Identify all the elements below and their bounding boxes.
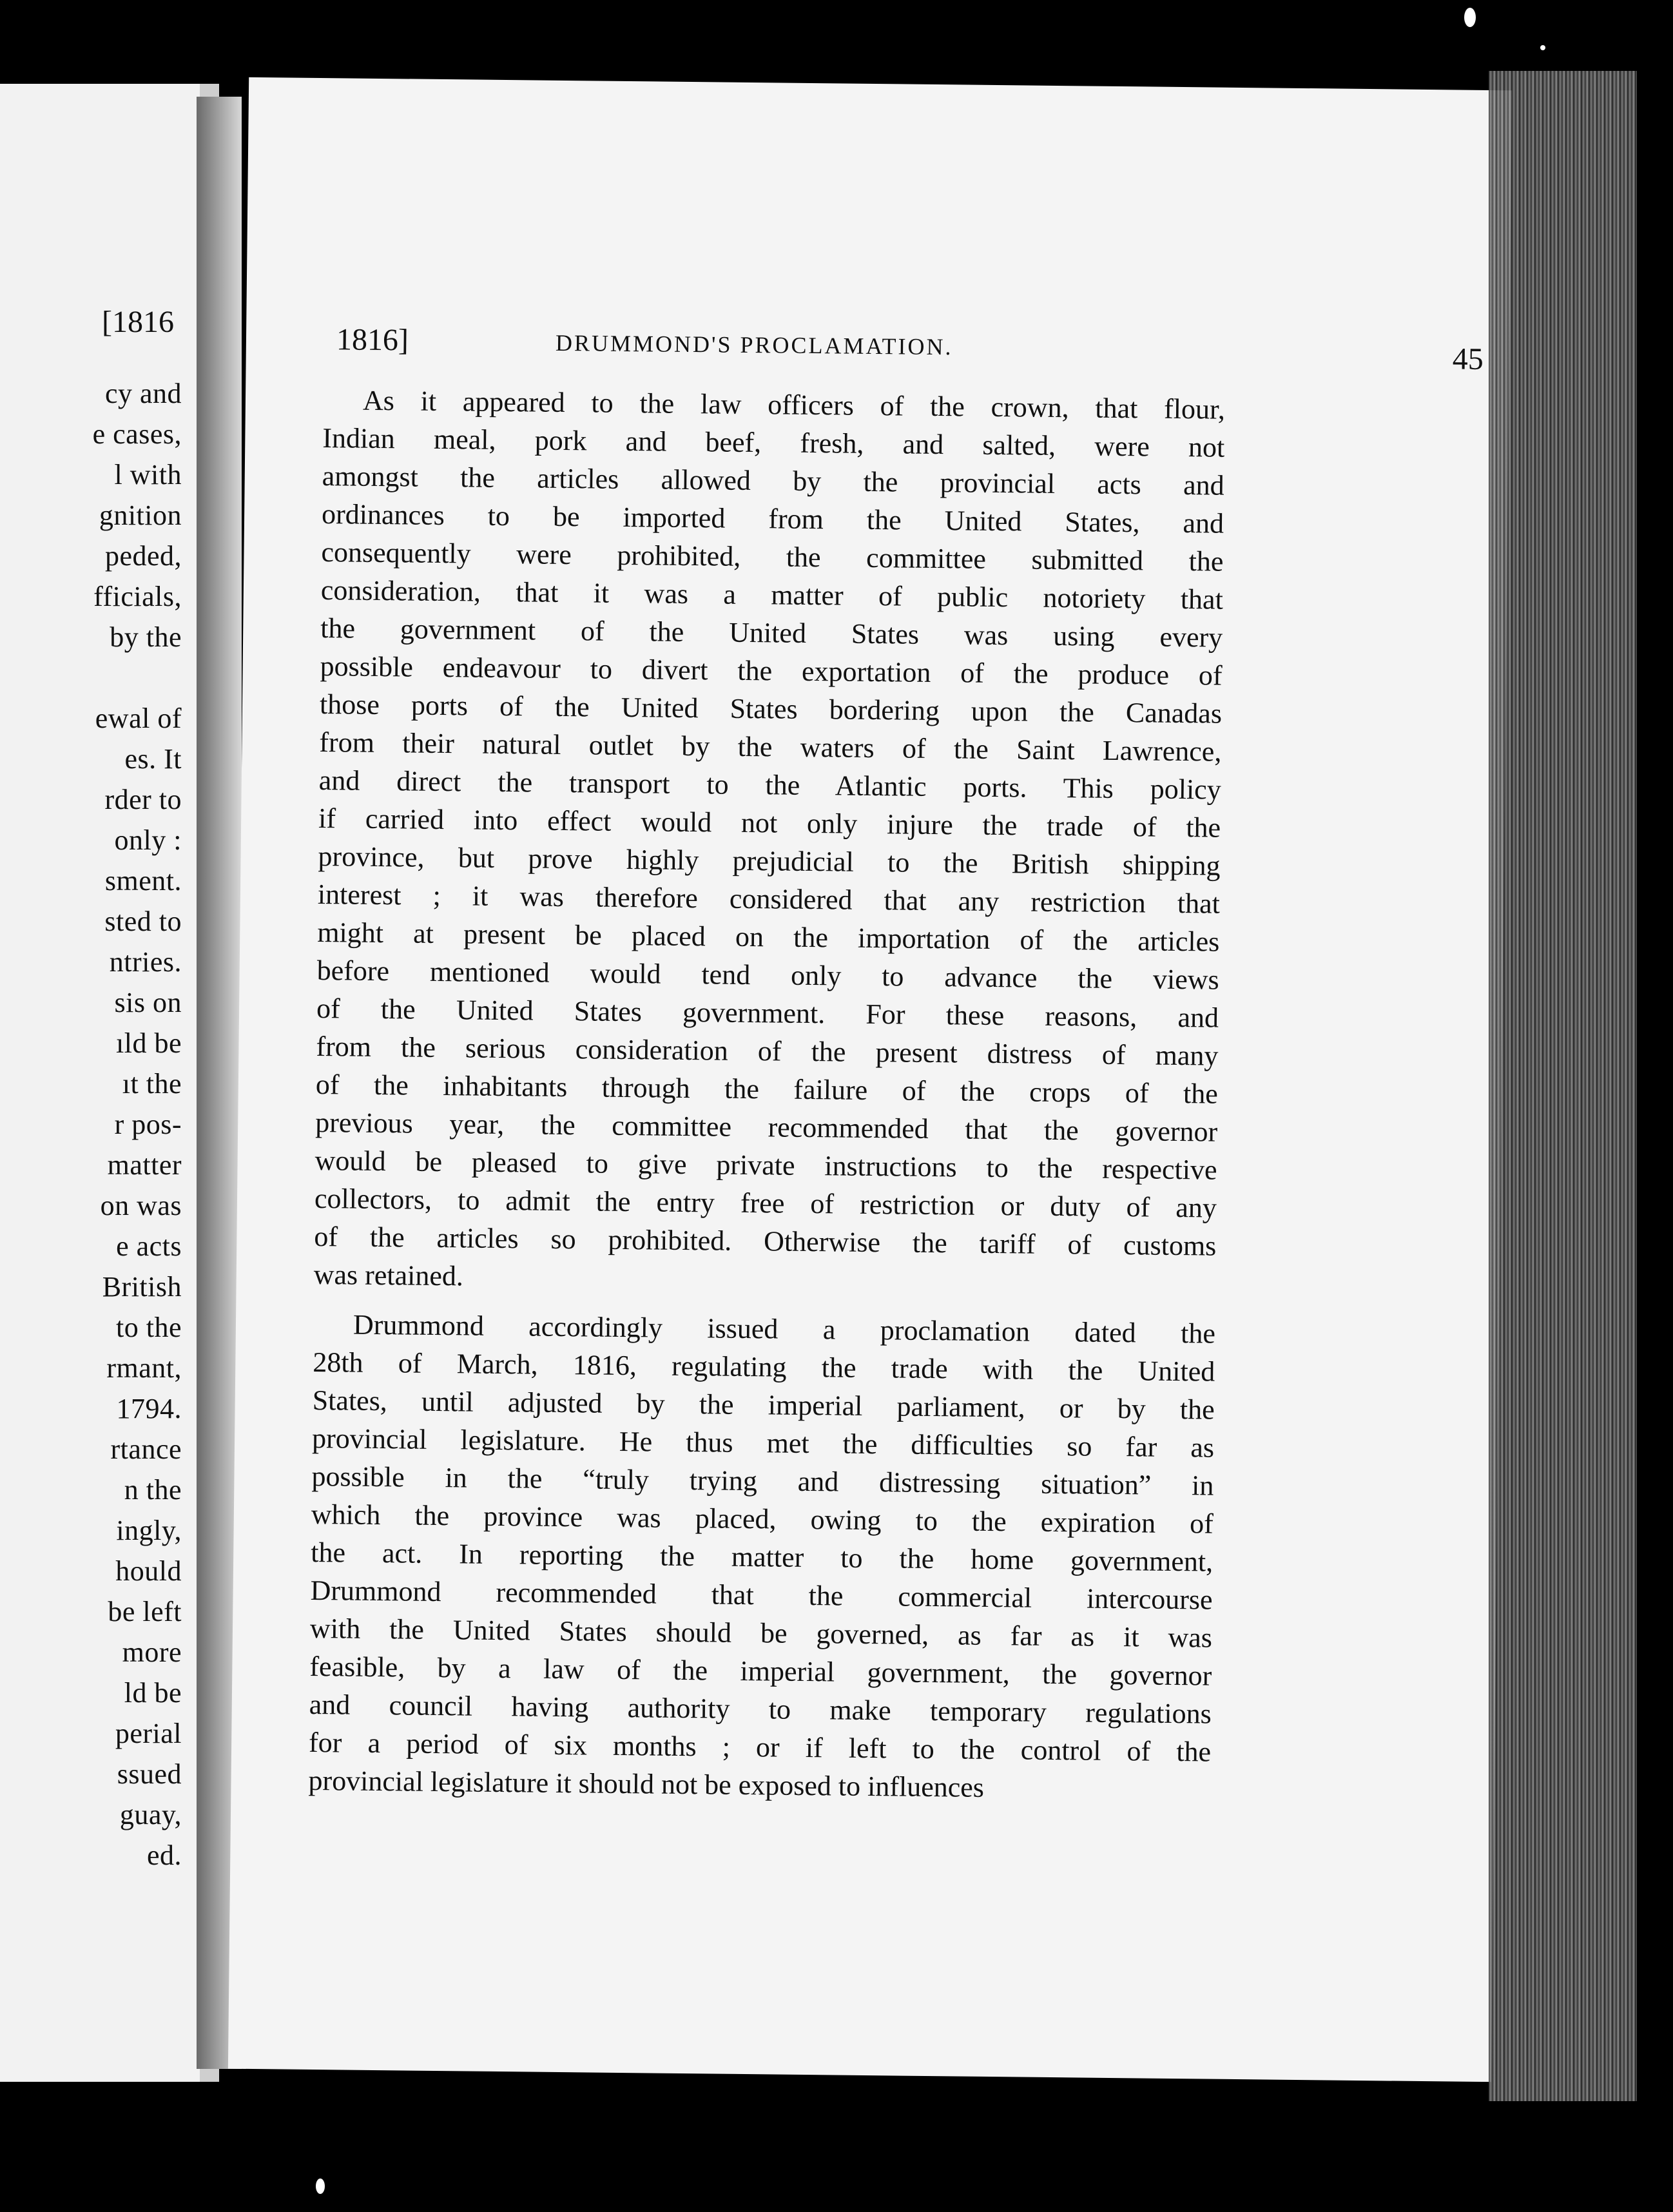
running-head-title: DRUMMOND'S PROCLAMATION. <box>555 329 953 360</box>
text-line: with the United States should be governed, as far as it was <box>309 1612 1213 1654</box>
left-page-line: ssued <box>117 1758 182 1790</box>
text-line: consequently were prohibited, the committee submitted the <box>321 536 1224 577</box>
left-page-line: perial <box>115 1718 182 1749</box>
running-head-year: 1816] <box>336 322 409 358</box>
text-line: possible endeavour to divert the exportation of the produce of <box>320 650 1223 692</box>
text-line: of the United States government. For these reasons, and <box>316 993 1219 1034</box>
left-facing-page <box>0 84 219 2082</box>
left-page-line: only : <box>114 824 182 856</box>
text-line: Drummond accordingly issued a proclamation dated the <box>353 1308 1216 1350</box>
text-line: for a period of six months ; or if left to the control of the <box>308 1726 1212 1768</box>
text-line: province, but prove highly prejudicial to the British shipping <box>318 840 1221 882</box>
page-number: 45 <box>1452 342 1484 376</box>
text-line: previous year, the committee recommended that the governor <box>314 1106 1218 1148</box>
left-page-line: ingly, <box>116 1515 182 1546</box>
running-head <box>336 322 1484 379</box>
text-line: Drummond recommended that the commercial intercourse <box>310 1574 1213 1616</box>
left-page-line: guay, <box>119 1799 182 1830</box>
text-line: As it appeared to the law officers of the crown, that flour, <box>362 384 1226 425</box>
text-line: ordinances to be imported from the United States, and <box>321 498 1224 539</box>
text-line: interest ; it was therefore considered that any restriction that <box>317 878 1221 920</box>
scan-speck <box>1464 8 1476 27</box>
paragraph-2 <box>308 1305 1215 1809</box>
left-page-line: sis on <box>114 987 182 1018</box>
text-line: the act. In reporting the matter to the home government, <box>311 1536 1214 1578</box>
text-line: was retained. <box>313 1258 464 1292</box>
left-page-line: gnition <box>99 500 182 531</box>
text-line: provincial legislature. He thus met the difficulties so far as <box>311 1422 1215 1464</box>
text-line: before mentioned would tend only to advance the views <box>316 955 1219 996</box>
text-line: which the province was placed, owing to the expiration of <box>311 1498 1214 1540</box>
left-page-line: ıt the <box>122 1068 182 1100</box>
left-page-line: by the <box>110 621 182 653</box>
left-page-line: es. It <box>124 743 182 775</box>
left-page-line: hould <box>115 1555 182 1587</box>
left-page-line: ld be <box>124 1677 182 1709</box>
text-line: States, until adjusted by the imperial parliament, or by the <box>312 1384 1215 1426</box>
left-page-line: sment. <box>104 865 182 897</box>
text-line: the government of the United States was using every <box>320 612 1223 654</box>
text-line: consideration, that it was a matter of public notoriety that <box>320 574 1224 616</box>
left-page-line: British <box>102 1271 182 1303</box>
left-page-line: more <box>122 1636 182 1668</box>
text-line: amongst the articles allowed by the provincial acts and <box>322 460 1224 501</box>
left-page-line: e acts <box>116 1230 182 1262</box>
left-page-line: cy and <box>104 378 182 409</box>
left-page-line: ntries. <box>109 946 182 978</box>
left-page-line: rder to <box>104 784 182 815</box>
paragraph-1 <box>313 381 1225 1303</box>
text-line: might at present be placed on the importation of the articles <box>317 917 1220 958</box>
text-line: and direct the transport to the Atlantic ports. This policy <box>318 764 1221 806</box>
scan-speck <box>316 2178 325 2194</box>
left-page-line: ed. <box>146 1839 182 1871</box>
left-page-line: matter <box>107 1149 182 1181</box>
text-line: from their natural outlet by the waters of the Saint Lawrence, <box>319 726 1222 768</box>
right-page <box>228 77 1512 2082</box>
left-page-line: r pos- <box>114 1109 182 1140</box>
text-line: of the articles so prohibited. Otherwise the tariff of customs <box>314 1220 1217 1262</box>
text-line: 28th of March, 1816, regulating the trade with the United <box>313 1346 1215 1388</box>
text-line: those ports of the United States bordering upon the Canadas <box>319 688 1223 730</box>
text-line: provincial legislature it should not be exposed to influences <box>308 1764 985 1803</box>
left-page-line: rmant, <box>106 1352 182 1384</box>
body-text <box>308 381 1225 1809</box>
left-page-line: e cases, <box>92 418 182 450</box>
left-page-line: rtance <box>110 1433 182 1465</box>
left-page-line: on was <box>100 1190 182 1221</box>
left-page-line: n the <box>124 1474 182 1506</box>
text-line: from the serious consideration of the present distress of many <box>316 1030 1219 1072</box>
text-line: feasible, by a law of the imperial government, the governor <box>309 1650 1212 1692</box>
text-line: and council having authority to make temporary regulations <box>309 1688 1212 1730</box>
text-line: of the inhabitants through the failure of the crops of the <box>315 1068 1219 1110</box>
left-page-line: 1794. <box>116 1393 182 1424</box>
left-page-header: [1816 <box>102 305 174 339</box>
left-page-line: ewal of <box>95 703 182 734</box>
page-edges-stack <box>1489 71 1637 2101</box>
left-page-line: sted to <box>104 906 182 937</box>
left-page-line: to the <box>116 1312 182 1343</box>
scan-speck <box>1540 45 1545 50</box>
text-line: collectors, to admit the entry free of restriction or duty of any <box>314 1182 1217 1224</box>
left-page-line: fficials, <box>93 581 182 612</box>
left-page-line: be left <box>108 1596 182 1627</box>
text-line: would be pleased to give private instructions to the respective <box>314 1144 1217 1186</box>
left-page-line: l with <box>114 459 182 490</box>
text-line: Indian meal, pork and beef, fresh, and salted, were not <box>322 422 1225 463</box>
left-page-line: peded, <box>104 540 182 572</box>
text-line: possible in the “truly trying and distressing situation” in <box>311 1460 1214 1502</box>
text-line: if carried into effect would not only injure the trade of the <box>318 802 1221 844</box>
left-page-line: ıld be <box>116 1027 182 1059</box>
